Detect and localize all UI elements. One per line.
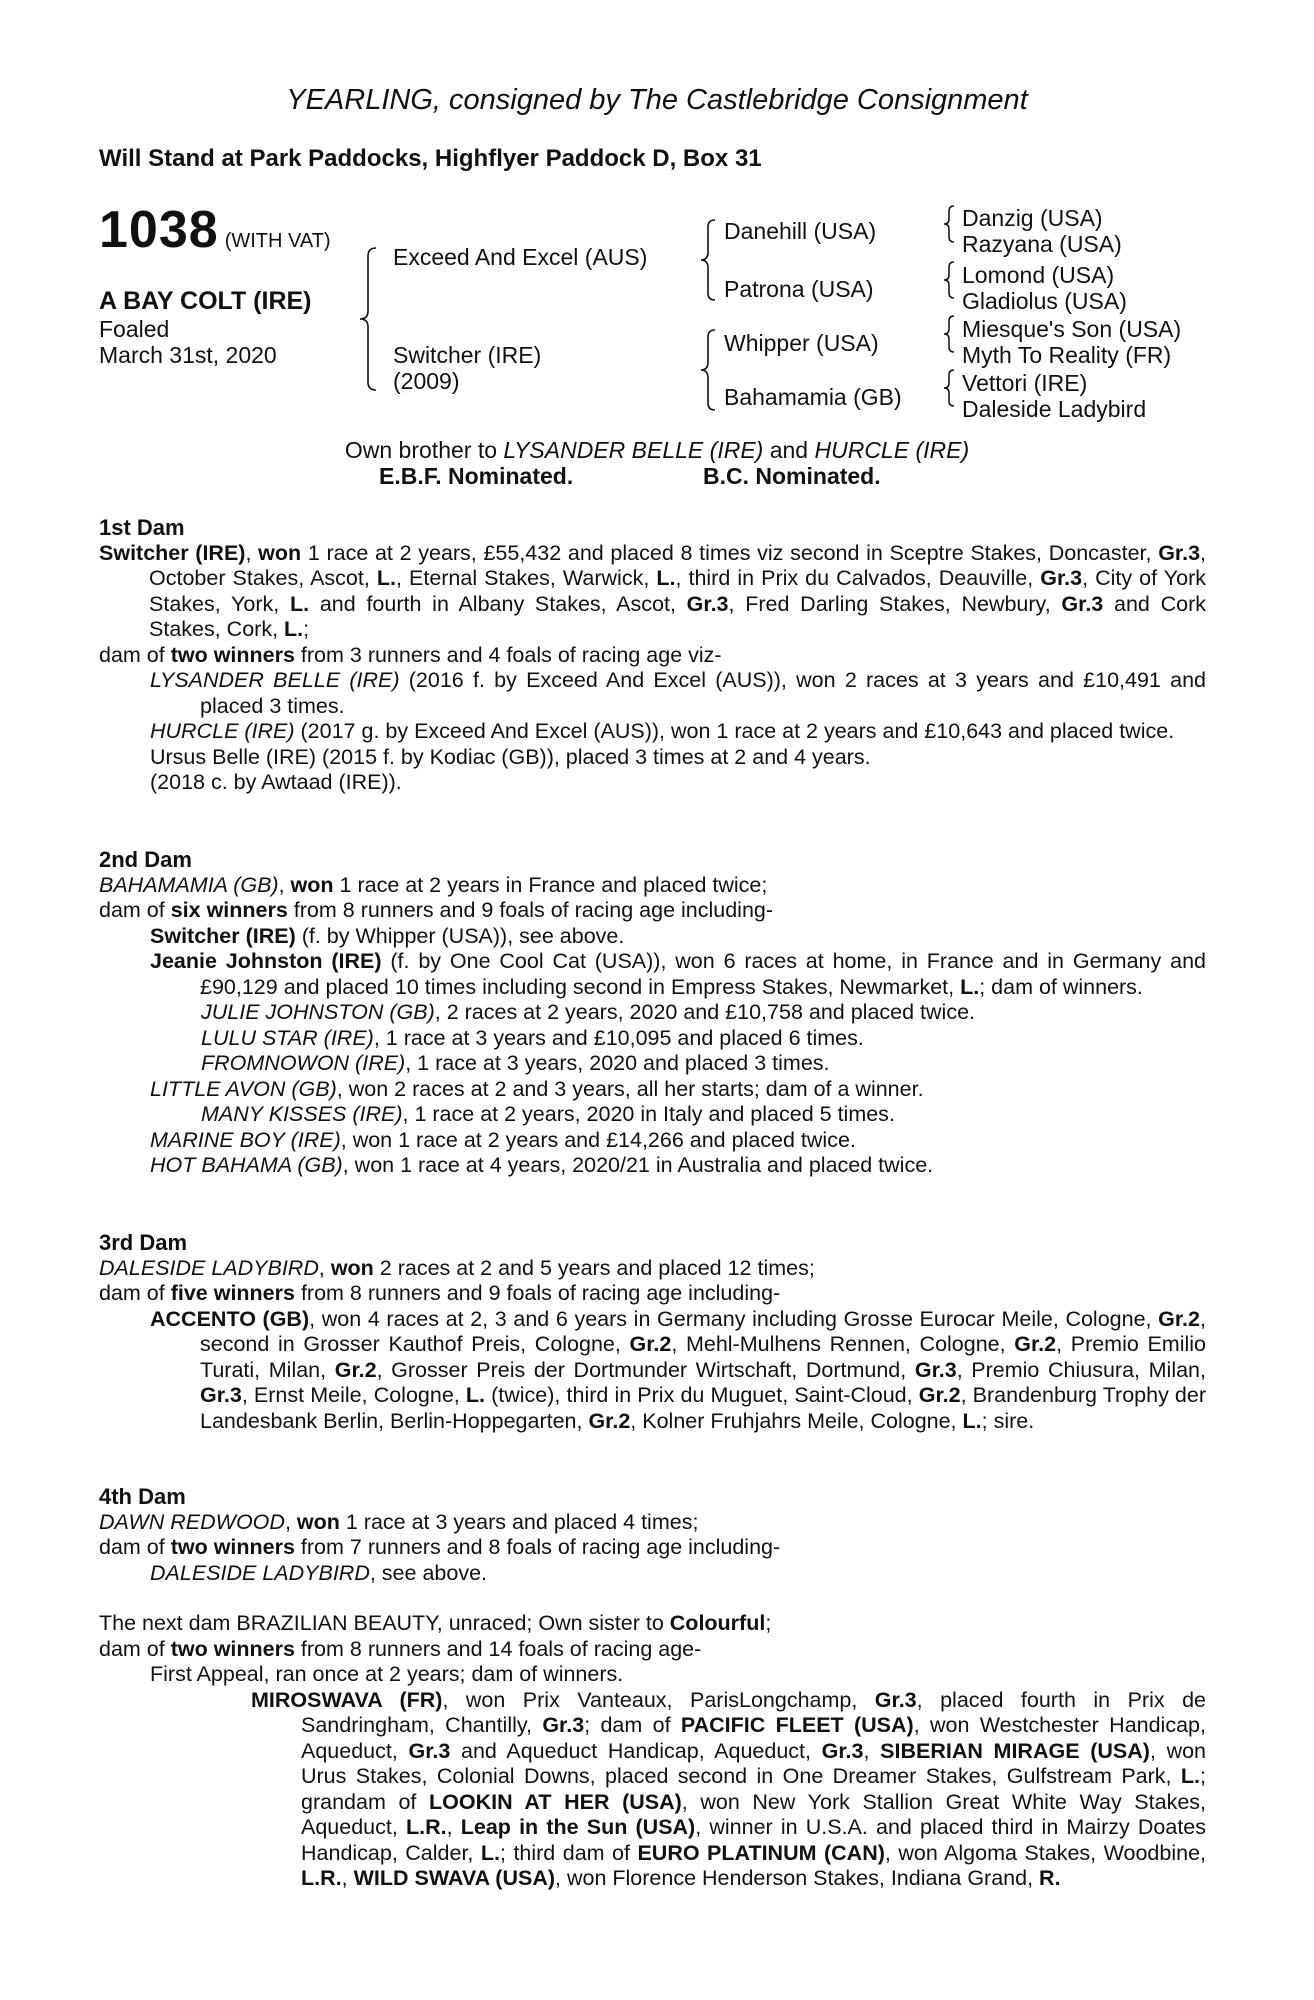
grade: Gr.2 [629, 1332, 672, 1356]
record-text: (2016 f. by Exceed And Excel (AUS)), won 2 races at 3 years and £10,491 and placed 3 times. [200, 668, 1206, 718]
grade: Gr.3 [874, 1687, 917, 1712]
pedigree-dsd: Myth To Reality (FR) [962, 342, 1172, 368]
second-dam-section [99, 847, 1206, 1179]
grade: L. [480, 1840, 500, 1865]
record-text: 1 race at 2 years, £55,432 and placed 8 times viz second in Sceptre Stakes, Doncaster, [301, 540, 1159, 565]
dam-name: Switcher (IRE) [99, 540, 246, 565]
dam-of-label: dam of [99, 642, 171, 667]
record-text: ; third dam of [500, 1840, 638, 1865]
pedigree-dam-year: (2009) [393, 368, 460, 394]
pedigree-sds: Lomond (USA) [962, 262, 1115, 288]
dam-record: BAHAMAMIA (GB), won 1 race at 2 years in France and placed twice; [99, 872, 768, 897]
record-text: 2 races at 2 and 5 years and placed 12 times; [373, 1255, 815, 1280]
record-text: , won 1 race at 2 years and £14,266 and placed twice. [340, 1127, 856, 1152]
winners-count: two winners [170, 642, 295, 667]
grade: L. [376, 566, 396, 590]
horse-name: DALESIDE LADYBIRD [150, 1560, 370, 1585]
pedigree-brace-main [358, 246, 378, 392]
produce-entry [99, 1077, 1206, 1103]
dam-of-label: dam of [99, 898, 171, 922]
produce-entry [99, 1102, 1206, 1128]
pedigree-brace-ds [942, 314, 956, 354]
produce-entry [99, 1688, 1206, 1892]
section-heading: 2nd Dam [99, 847, 192, 872]
pedigree-sdd: Gladiolus (USA) [962, 288, 1127, 314]
horse-name: JULIE JOHNSTON (GB) [201, 1000, 435, 1024]
pedigree-ds: Whipper (USA) [724, 330, 879, 356]
record-text: and fourth in Albany Stakes, Ascot, [309, 591, 687, 616]
record-text: , Eternal Stakes, Warwick, [395, 566, 657, 590]
produce-entry [99, 949, 1206, 1000]
horse-name: Leap in the Sun (USA) [460, 1815, 696, 1839]
pedigree-brace-sd [942, 260, 956, 300]
produce-entry [99, 668, 1206, 719]
pedigree-sss: Danzig (USA) [962, 205, 1103, 231]
record-text: , won 2 races at 2 and 3 years, all her starts; dam of a winner. [336, 1076, 924, 1101]
stabling-location: Will Stand at Park Paddocks, Highflyer Paddock D, Box 31 [99, 145, 762, 172]
pedigree-dss: Miesque's Son (USA) [962, 316, 1182, 342]
record-text: ; [765, 1611, 772, 1635]
won-label: won [258, 540, 302, 565]
record-text: ; sire. [981, 1408, 1035, 1433]
grade: R. [1039, 1866, 1061, 1890]
grade: L.R. [405, 1815, 447, 1839]
lot-number [99, 200, 331, 260]
record-text: (twice), third in Prix du Muguet, Saint-Cloud, [485, 1383, 919, 1407]
horse-name: LITTLE AVON (GB) [150, 1076, 337, 1101]
produce-entry: First Appeal, ran once at 2 years; dam of winners. [150, 1662, 624, 1686]
record-text: , October Stakes, Ascot, [149, 540, 1207, 590]
record-text: , 1 race at 2 years, 2020 in Italy and placed 5 times. [402, 1102, 895, 1126]
grade: L. [656, 566, 676, 590]
pedigree-ddd: Daleside Ladybird [962, 396, 1147, 422]
record-text: , third in Prix du Calvados, Deauville, [675, 566, 1041, 590]
horse-name: Jeanie Johnston (IRE) [150, 949, 382, 973]
grade: Gr.2 [1014, 1332, 1057, 1356]
horse-name: SIBERIAN MIRAGE (USA) [880, 1738, 1150, 1763]
produce-entry: Ursus Belle (IRE) (2015 f. by Kodiac (GB)), placed 3 times at 2 and 4 years. [150, 744, 871, 769]
record-text: , won New York Stallion Great White Way Stakes, Aqueduct, [301, 1789, 1206, 1839]
lot-number-value: 1038 [99, 201, 219, 259]
produce-entry [99, 1307, 1206, 1435]
record-text: , won Algoma Stakes, Woodbine, [884, 1840, 1207, 1865]
record-text: , won Urus Stakes, Colonial Downs, placed second in One Dreamer Stakes, Gulfstream Park, [301, 1738, 1207, 1788]
record-text: , won Florence Henderson Stakes, Indiana Grand, [555, 1866, 1040, 1890]
record-text: , [863, 1738, 870, 1763]
record-text: 1 race at 2 years in France and placed twice; [333, 872, 768, 897]
produce-entry [99, 1000, 1206, 1026]
grade: Gr.2 [918, 1383, 961, 1407]
won-label: won [330, 1255, 374, 1280]
produce-summary [99, 1535, 1206, 1561]
record-text: , Kolner Fruhjahrs Meile, Cologne, [630, 1408, 963, 1433]
grade: Gr.2 [588, 1408, 631, 1433]
horse-name: LULU STAR (IRE) [201, 1025, 374, 1050]
lot-description: A BAY COLT (IRE) [99, 287, 312, 315]
runners-text: from 3 runners and 4 foals of racing age viz- [294, 642, 722, 667]
horse-name: EURO PLATINUM (CAN) [637, 1840, 885, 1865]
record-text: , winner in U.S.A. and placed third in Mairzy Doates Handicap, Calder, [301, 1815, 1207, 1865]
dam-record: DALESIDE LADYBIRD, won 2 races at 2 and 5 years and placed 12 times; [99, 1255, 815, 1280]
produce-entry [99, 1153, 1206, 1179]
grade: L. [1180, 1764, 1201, 1788]
bc-nominated: B.C. Nominated. [703, 463, 881, 489]
foaled-info [99, 316, 277, 368]
section-heading: 4th Dam [99, 1484, 186, 1509]
dam-record: Switcher (IRE), won 1 race at 2 years, £55,432 and placed 8 times viz second in Sceptre Stakes, Doncaster, Gr.3, October Stakes, Ascot, L., Eternal Stakes, Warwick, L., third in Prix du Calvados, Deauville, Gr.3, City of York Stakes, York, L. and fourth in Albany Stakes, Ascot, Gr.3, Fred Darling Stakes, Newbury, Gr.3 and Cork Stakes, Cork, L.; [99, 540, 1207, 641]
third-dam-section [99, 1230, 1206, 1434]
grade: Gr.2 [334, 1357, 377, 1382]
foaled-label: Foaled [99, 316, 170, 342]
record-text: , Mehl-Mulhens Rennen, Cologne, [671, 1332, 1015, 1356]
record-text: , placed fourth in Prix de Sandringham, Chantilly, [301, 1687, 1206, 1737]
winners-count: six winners [170, 898, 288, 922]
section-heading: 1st Dam [99, 515, 185, 540]
pedigree-sd: Patrona (USA) [724, 276, 874, 302]
produce-summary [99, 1637, 1206, 1663]
foaled-date: March 31st, 2020 [99, 342, 277, 368]
horse-name: MANY KISSES (IRE) [201, 1102, 403, 1126]
pedigree-dds: Vettori (IRE) [962, 370, 1088, 396]
runners-text: from 8 runners and 9 foals of racing age including- [287, 898, 774, 922]
conjunction: and [763, 437, 815, 463]
record-text: , 1 race at 3 years and £10,095 and placed 6 times. [373, 1025, 864, 1050]
record-text: , won Westchester Handicap, Aqueduct, [301, 1713, 1206, 1763]
won-label: won [296, 1509, 340, 1534]
dam-name: BAHAMAMIA (GB) [99, 872, 279, 897]
produce-entry [99, 1026, 1206, 1052]
runners-text: from 8 runners and 14 foals of racing age- [294, 1636, 702, 1661]
record-text: ; dam of [584, 1713, 681, 1737]
runners-text: from 7 runners and 8 foals of racing age including- [294, 1535, 781, 1559]
produce-summary [99, 1281, 1206, 1307]
record-text: , won 1 race at 4 years, 2020/21 in Australia and placed twice. [342, 1153, 934, 1177]
fifth-dam-section [99, 1611, 1206, 1892]
record-text: ; dam of winners. [979, 974, 1143, 999]
grade: Gr.3 [1040, 566, 1083, 590]
record-text: , City of York Stakes, York, [149, 566, 1206, 616]
record-text: , Grosser Preis der Dortmunder Wirtschaft, Dortmund, [376, 1357, 915, 1382]
pedigree-brace-sire [699, 218, 717, 302]
grade: Gr.3 [408, 1738, 451, 1763]
horse-name: HURCLE (IRE) [150, 719, 295, 743]
horse-name: MIROSWAVA (FR) [251, 1687, 443, 1712]
grade: L. [960, 974, 980, 999]
record-text: 1 race at 3 years and placed 4 times; [339, 1509, 699, 1534]
dam-record [99, 1611, 1206, 1637]
record-text: The next dam BRAZILIAN BEAUTY, unraced; Own sister to [99, 1611, 670, 1635]
record-text: ; grandam of [301, 1764, 1206, 1814]
dam-record: DAWN REDWOOD, won 1 race at 3 years and placed 4 times; [99, 1509, 699, 1534]
dam-of-label: dam of [99, 1535, 171, 1559]
grade: Gr.3 [1158, 540, 1201, 565]
record-text: , second in Grosser Kauthof Preis, Cologne, [200, 1306, 1206, 1356]
record-text: , see above. [369, 1560, 487, 1585]
grade: L. [465, 1383, 485, 1407]
record-text: , Brandenburg Trophy der Landesbank Berlin, Berlin-Hoppegarten, [200, 1383, 1207, 1433]
produce-entry [99, 1128, 1206, 1154]
winners-count: two winners [170, 1535, 295, 1559]
grade: Gr.3 [821, 1738, 864, 1763]
horse-name: WILD SWAVA (USA) [353, 1866, 556, 1890]
pedigree-ss: Danehill (USA) [724, 218, 877, 244]
horse-name: Switcher (IRE) [150, 923, 296, 948]
dam-name: DAWN REDWOOD [99, 1509, 285, 1534]
grade: Gr.2 [1158, 1306, 1200, 1331]
produce-entry [99, 1051, 1206, 1077]
grade: L. [290, 591, 310, 616]
vat-label: (WITH VAT) [224, 230, 331, 252]
record-text: , Premio Emilio Turati, Milan, [200, 1332, 1207, 1382]
horse-name: LYSANDER BELLE (IRE) [150, 668, 400, 692]
produce-entry [99, 719, 1206, 745]
horse-name: LOOKIN AT HER (USA) [429, 1789, 682, 1814]
dam-of-label: dam of [99, 1281, 171, 1305]
fourth-dam-section [99, 1484, 1206, 1586]
grade: Gr.3 [542, 1713, 585, 1737]
own-brother-prefix: Own brother to [344, 437, 504, 463]
record-text: ; [303, 617, 310, 641]
grade: L.R. [301, 1866, 342, 1890]
grade: Gr.3 [1061, 591, 1104, 616]
horse-name: MARINE BOY (IRE) [150, 1127, 341, 1152]
winners-count: two winners [170, 1636, 295, 1661]
pedigree-brace-dam [699, 328, 717, 412]
winners-count: five winners [170, 1281, 295, 1305]
record-text: and Cork Stakes, Cork, [149, 591, 1207, 641]
record-text: , [341, 1866, 348, 1890]
record-text: (2017 g. by Exceed And Excel (AUS)), won 1 race at 2 years and £10,643 and placed twice. [294, 719, 1175, 743]
pedigree-brace-ss [942, 204, 956, 244]
horse-name: FROMNOWON (IRE) [201, 1051, 406, 1075]
first-dam-section [99, 515, 1206, 796]
grade: Gr.3 [914, 1357, 957, 1382]
record-text: , 2 races at 2 years, 2020 and £10,758 and placed twice. [434, 1000, 976, 1024]
produce-entry [99, 924, 1206, 950]
won-label: won [290, 872, 334, 897]
produce-summary [99, 898, 1206, 924]
dam-name: DALESIDE LADYBIRD [99, 1255, 319, 1280]
horse-name: PACIFIC FLEET (USA) [680, 1713, 914, 1737]
ebf-nominated: E.B.F. Nominated. [379, 463, 574, 489]
produce-entry: (2018 c. by Awtaad (IRE)). [150, 770, 402, 794]
grade: Gr.3 [200, 1383, 242, 1407]
horse-name: ACCENTO (GB) [150, 1306, 310, 1331]
pedigree-brace-dd [942, 368, 956, 408]
pedigree-dd: Bahamamia (GB) [724, 384, 902, 410]
record-text: , Fred Darling Stakes, Newbury, [728, 591, 1062, 616]
sibling-name: LYSANDER BELLE (IRE) [503, 437, 764, 463]
horse-name: HOT BAHAMA (GB) [150, 1153, 343, 1177]
record-text: and Aqueduct Handicap, Aqueduct, [450, 1738, 822, 1763]
horse-name: Colourful [669, 1611, 766, 1635]
record-text: , Ernst Meile, Cologne, [241, 1383, 466, 1407]
section-heading: 3rd Dam [99, 1230, 188, 1255]
sibling-name: HURCLE (IRE) [814, 437, 970, 463]
pedigree-dam-name: Switcher (IRE) [393, 342, 542, 368]
record-text: , won Prix Vanteaux, ParisLongchamp, [442, 1687, 875, 1712]
dam-of-label: dam of [99, 1636, 171, 1661]
produce-summary [99, 643, 1206, 669]
pedigree-sire: Exceed And Excel (AUS) [393, 244, 648, 270]
pedigree-dam [393, 342, 541, 394]
runners-text: from 8 runners and 9 foals of racing age including- [294, 1281, 781, 1305]
pedigree-ssd: Razyana (USA) [962, 231, 1122, 257]
produce-entry [99, 1561, 1206, 1587]
record-text: , [446, 1815, 461, 1839]
grade: Gr.3 [686, 591, 729, 616]
record-text: (f. by One Cool Cat (USA)), won 6 races at home, in France and in Germany and £90,129 and placed 10 times including second in Empress Stakes, Newmarket, [200, 949, 1206, 999]
consignment-header: YEARLING, consigned by The Castlebridge Consignment [286, 84, 1028, 116]
grade: L. [962, 1408, 982, 1433]
own-brother-note [0, 437, 1314, 463]
grade: L. [284, 617, 304, 641]
record-text: , 1 race at 3 years, 2020 and placed 3 times. [405, 1051, 830, 1075]
record-text: (f. by Whipper (USA)), see above. [295, 923, 625, 948]
record-text: , won 4 races at 2, 3 and 6 years in Germany including Grosse Eurocar Meile, Cologne, [309, 1306, 1159, 1331]
record-text: , Premio Chiusura, Milan, [956, 1357, 1206, 1382]
